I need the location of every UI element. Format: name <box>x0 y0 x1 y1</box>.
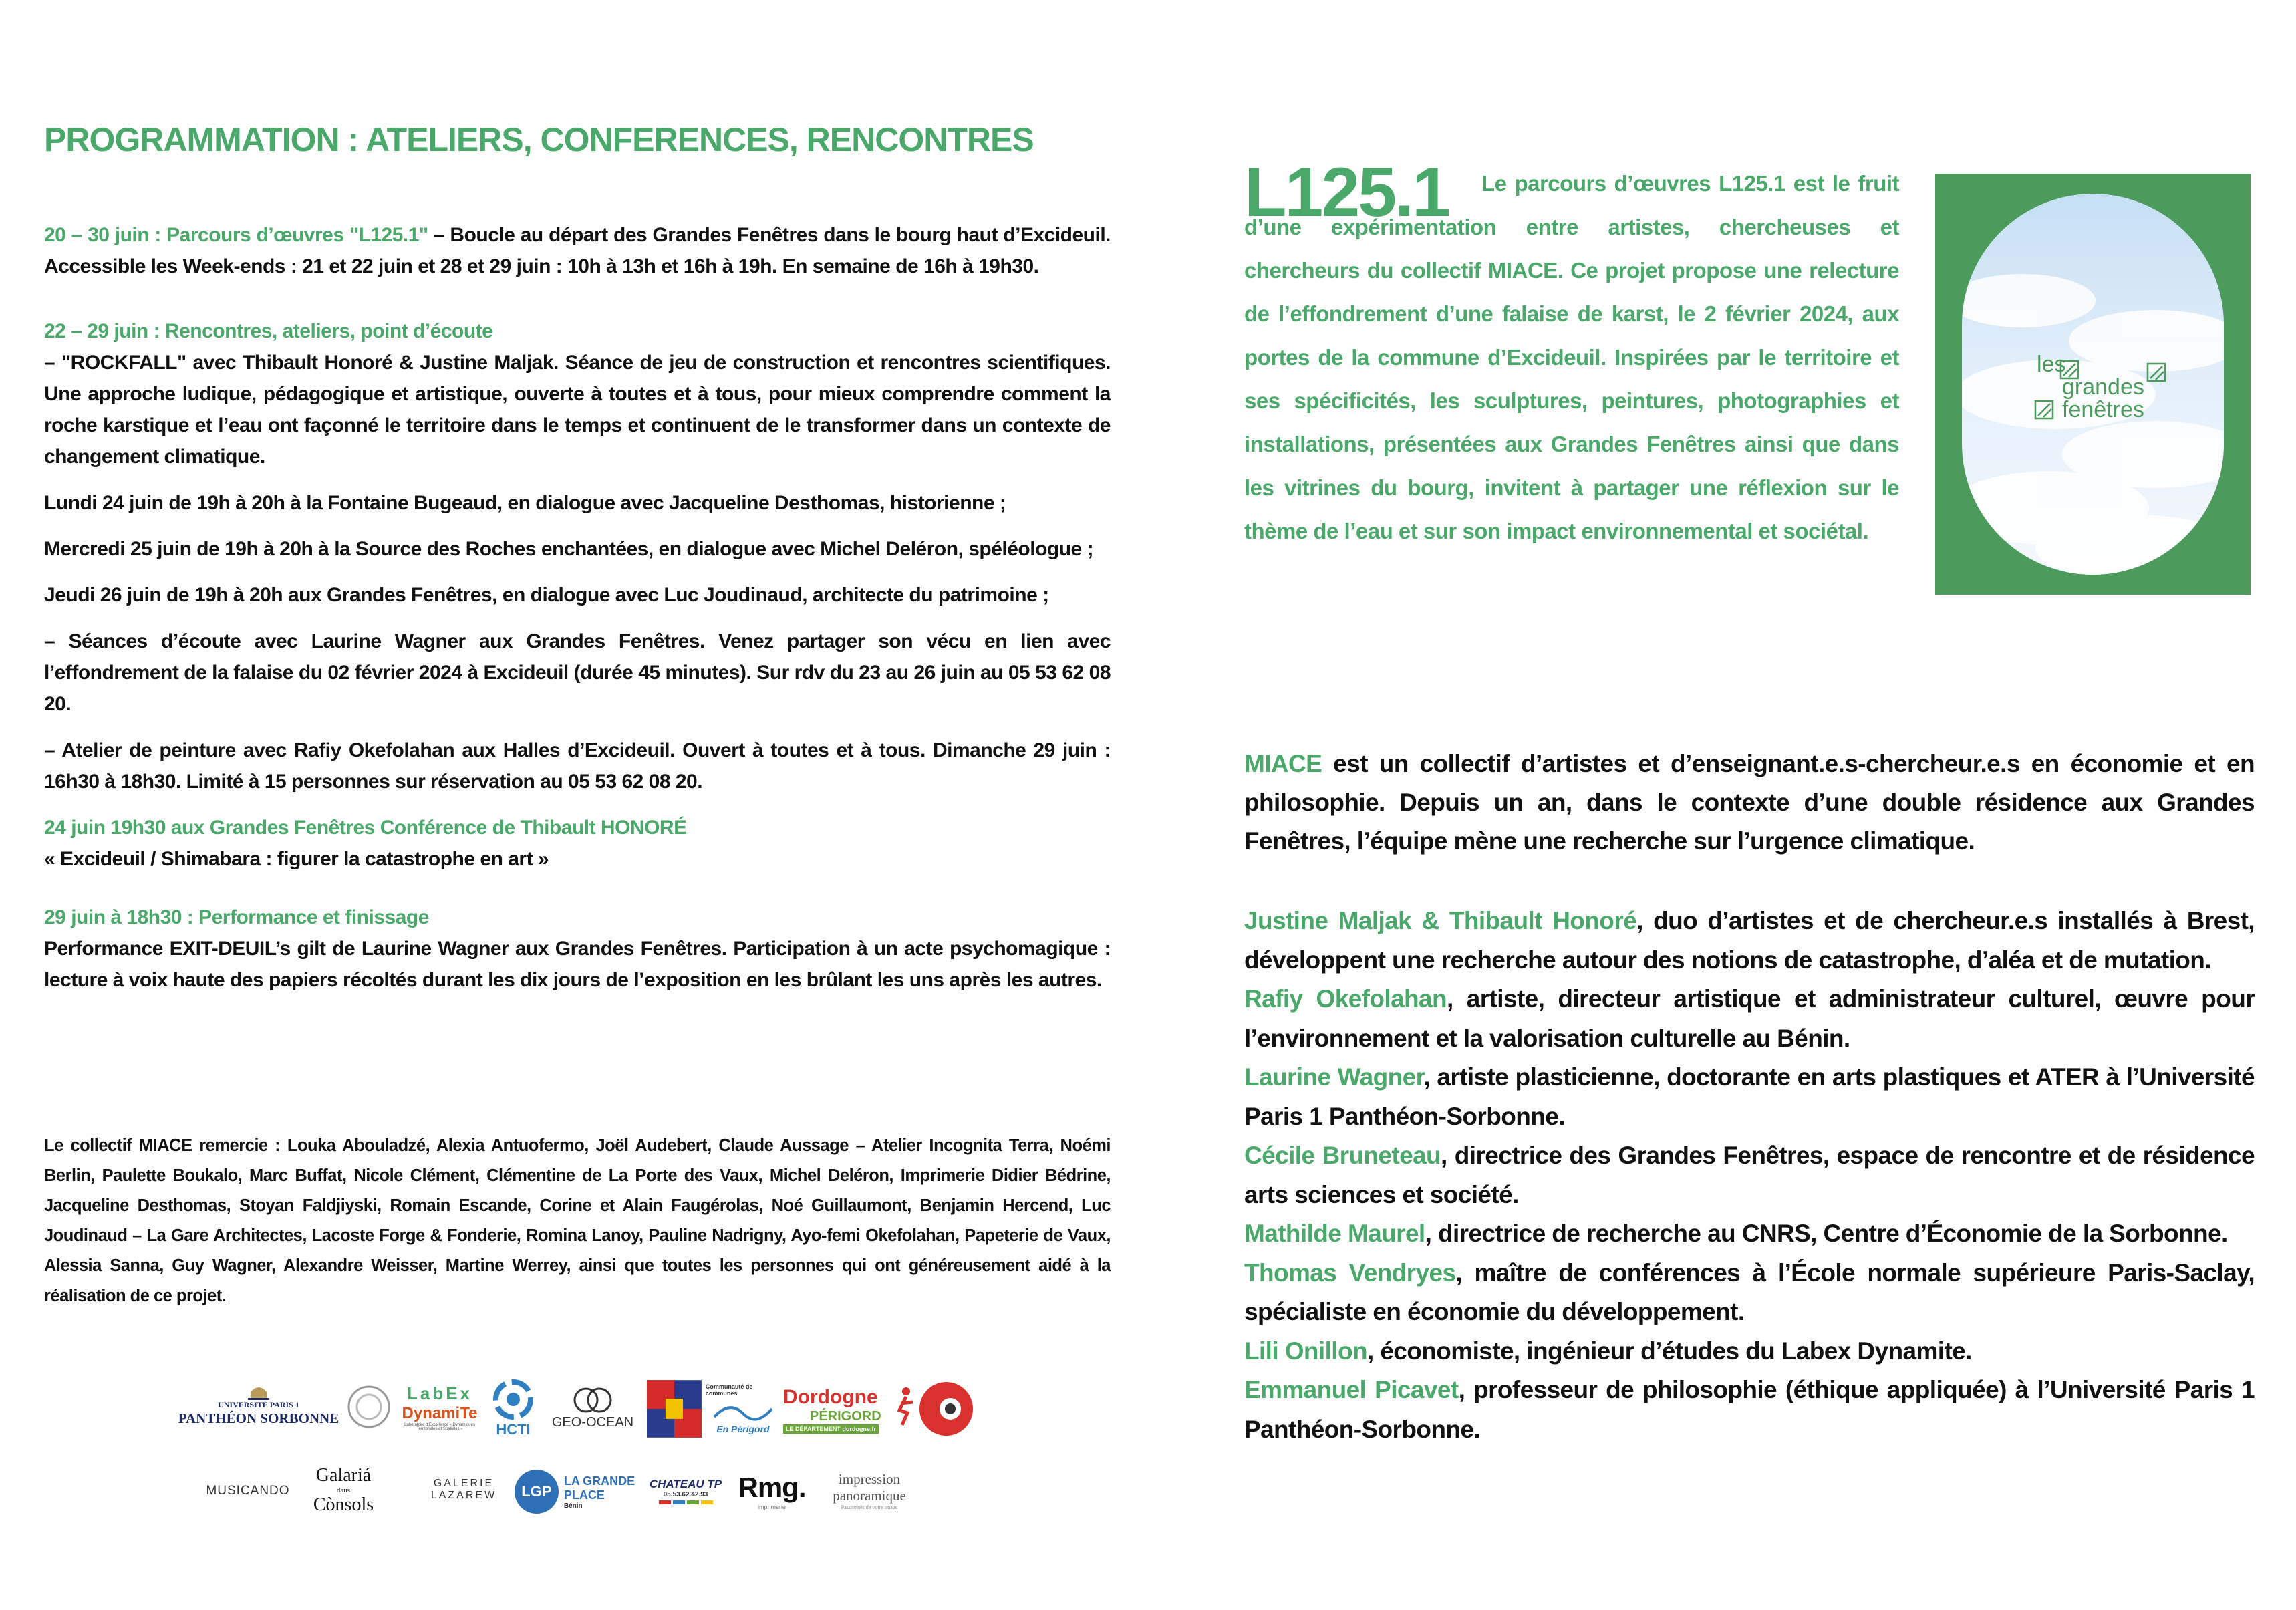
chateau-text: CHATEAU TP <box>649 1478 722 1490</box>
sky-window-image <box>1935 174 2251 595</box>
member-name: Thomas Vendryes <box>1244 1258 1456 1287</box>
labex-sub-text: Laboratoire d’Excellence « Dynamiques Territoriales et Spatiales » <box>404 1422 475 1431</box>
rmg-sub-text: imprimerie <box>757 1504 786 1510</box>
member-name: Justine Maljak & Thibault Honoré <box>1244 907 1637 934</box>
mercredi-paragraph: Mercredi 25 juin de 19h à 20h à la Source des Roches enchantées, en dialogue avec Michel Deléron, spéléologue ; <box>44 538 1094 560</box>
galerie-lazarew-logo <box>424 1468 504 1512</box>
parcours-paragraph <box>44 219 1111 282</box>
title-indent <box>1244 184 1481 191</box>
coat-of-arms-icon <box>647 1378 702 1440</box>
member-name: Laurine Wagner <box>1244 1063 1424 1091</box>
musicando-text: MUSICANDO <box>206 1484 290 1498</box>
chateau-phone-text: 05.53.62.42.93 <box>663 1491 708 1498</box>
rockfall-paragraph: – "ROCKFALL" avec Thibault Honoré & Justine Maljak. Séance de jeu de construction et rencontres scientifiques. Une approche ludique, pédagogique et artistique, ouverte à toutes et à tous, pour mieux comprendre comment la roche karstique et l’eau ont façonné le territoire dans le temps et continuent de le transformer dans un contexte de changement climatique. <box>44 352 1111 468</box>
red-circle-logo <box>918 1381 974 1437</box>
dordogne-perigord-logo <box>783 1381 894 1438</box>
rmg-logo <box>728 1468 815 1514</box>
l125-title: L125.1 <box>1244 154 1449 231</box>
pantheon-text: PANTHÉON SORBONNE <box>178 1410 339 1426</box>
hcti-logo <box>486 1375 540 1441</box>
impression-panoramique-logo <box>819 1462 919 1518</box>
member-item <box>1244 1214 2255 1254</box>
comcom-bottom-text: En Périgord <box>716 1424 770 1434</box>
member-item <box>1244 1254 2255 1332</box>
pantheon-dome-icon <box>245 1383 272 1400</box>
member-item <box>1244 980 2255 1058</box>
hcti-spiral-icon <box>492 1378 535 1421</box>
member-name: Mathilde Maurel <box>1244 1220 1425 1247</box>
consols-text: Cònsols <box>313 1494 374 1515</box>
member-name: Emmanuel Picavet <box>1244 1376 1459 1403</box>
dordogne-runner-icon <box>893 1386 917 1426</box>
l125-text: Le parcours d’œuvres L125.1 est le fruit d’une expérimentation entre artistes, chercheuses et chercheurs du collectif MIACE. Ce projet propose une relecture de l’effondrement d’une falaise de karst, le 2 février 2024, aux portes de la commune d’Excideuil. Inspirées par le territoire et ses spécificités, les sculptures, peintures, photographies et installations, présentées aux Grandes Fenêtres ainsi que dans les vitrines du bourg, invitent à partager une réflexion sur le thème de l’eau et sur son impact environnemental et sociétal. <box>1244 171 1899 543</box>
jeudi-paragraph: Jeudi 26 juin de 19h à 20h aux Grandes Fenêtres, en dialogue avec Luc Joudinaud, architecte du patrimoine ; <box>44 584 1049 606</box>
communaute-communes-logo <box>647 1375 780 1442</box>
geo-ocean-text: GEO-OCEAN <box>551 1414 634 1430</box>
member-desc: , professeur de philosophie (éthique appliquée) à l’Université Paris 1 Panthéon-Sorbonne. <box>1244 1376 2255 1443</box>
ecoute-paragraph: – Séances d’écoute avec Laurine Wagner aux Grandes Fenêtres. Venez partager son vécu en lien avec l’effondrement de la falaise du 02 février 2024 à Excideuil (durée 45 minutes). Sur rdv du 23 au 26 juin au 05 53 62 08 20. <box>44 630 1111 715</box>
member-item <box>1244 1136 2255 1214</box>
parcours-heading: 20 – 30 juin : Parcours d’œuvres "L125.1" <box>44 224 428 246</box>
performance-heading: 29 juin à 18h30 : Performance et finissage <box>44 906 429 928</box>
labex-globe-icon <box>345 1383 392 1430</box>
member-desc: , maître de conférences à l’École normale supérieure Paris-Saclay, spécialiste en économie du développement. <box>1244 1258 2255 1325</box>
member-item <box>1244 902 2255 980</box>
lgp-line2-text: PLACE <box>563 1488 605 1502</box>
geo-ocean-logo <box>543 1381 643 1434</box>
member-desc: , directrice de recherche au CNRS, Centre d’Économie de la Sorbonne. <box>1425 1220 2228 1247</box>
member-item <box>1244 1371 2255 1449</box>
labex-dynamite-logo <box>344 1377 484 1437</box>
rencontres-heading: 22 – 29 juin : Rencontres, ateliers, point d’écoute <box>44 320 493 342</box>
lgf-line2: grandes <box>2062 374 2144 400</box>
atelier-paragraph: – Atelier de peinture avec Rafiy Okefolahan aux Halles d’Excideuil. Ouvert à toutes et à tous. Dimanche 29 juin : 16h30 à 18h30. Limité à 15 personnes sur réservation au 05 53 62 08 20. <box>44 739 1111 793</box>
lgp-line1-text: LA GRANDE <box>563 1474 635 1488</box>
programme-section <box>44 120 1111 996</box>
l125-description <box>1244 162 1899 553</box>
performance-paragraph: Performance EXIT-DEUIL’s gilt de Laurine Wagner aux Grandes Fenêtres. Participation à un acte psychomagique : lecture à voix haute des papiers récoltés durant les dix jours de l’exposition en les brûlant les uns après les autres. <box>44 938 1111 991</box>
member-name: Cécile Bruneteau <box>1244 1142 1441 1169</box>
rmg-text: Rmg. <box>738 1472 806 1503</box>
conference-title: « Excideuil / Shimabara : figurer la catastrophe en art » <box>44 848 549 870</box>
panoramique-text: panoramique <box>833 1487 906 1504</box>
thanks-paragraph: Le collectif MIACE remercie : Louka Abouladzé, Alexia Antuofermo, Joël Audebert, Claude Aussage – Atelier Incognita Terra, Noémi Berlin, Paulette Boukalo, Marc Buffat, Nicole Clément, Clémentine de La Porte des Vaux, Michel Deléron, Imprimerie Didier Bédrine, Jacqueline Desthomas, Stoyan Faldjiyski, Romain Escande, Corine et Alain Faugérolas, Noé Guillaumont, Benjamin Hercend, Luc Joudinaud – La Gare Architectes, Lacoste Forge & Fonderie, Romina Lanoy, Pauline Nadrigny, Ayo-femi Okefolahan, Papeterie de Vaux, Alessia Sanna, Guy Wagner, Alexandre Weisser, Martine Werrey, ainsi que toutes les personnes qui ont généreusement aidé à la réalisation de ce projet. <box>44 1136 1111 1305</box>
lgp-mark-text: LGP <box>521 1483 552 1500</box>
member-name: Lili Onillon <box>1244 1337 1367 1365</box>
hcti-text: HCTI <box>496 1421 531 1438</box>
departement-text: LE DÉPARTEMENT dordogne.fr <box>783 1424 879 1434</box>
member-desc: , artiste, directeur artistique et administrateur culturel, œuvre pour l’environnement et la valorisation culturelle au Bénin. <box>1244 985 2255 1052</box>
miace-text: est un collectif d’artistes et d’enseignant.e.s-chercheur.e.s en économie et en philosophie. Depuis un an, dans le contexte d’une double résidence aux Grandes Fenêtres, l’équipe mène une recherche sur l’urgence climatique. <box>1244 750 2255 855</box>
member-desc: , directrice des Grandes Fenêtres, espace de rencontre et de résidence arts sciences et société. <box>1244 1142 2255 1208</box>
geo-ocean-icon <box>573 1385 613 1415</box>
dau-text: daus <box>336 1486 351 1494</box>
impression-text: impression <box>838 1470 901 1487</box>
lazarew-text: LAZAREW <box>430 1490 497 1501</box>
member-item <box>1244 1332 2255 1371</box>
members-list <box>1244 902 2255 1449</box>
wave-icon <box>713 1397 773 1424</box>
galaria-text: Galariá <box>315 1465 372 1486</box>
miace-paragraph <box>1244 745 2255 861</box>
red-badge-icon <box>918 1381 974 1437</box>
lundi-paragraph: Lundi 24 juin de 19h à 20h à la Fontaine Bugeaud, en dialogue avec Jacqueline Desthomas, historienne ; <box>44 492 1006 514</box>
member-desc: , artiste plasticienne, doctorante en arts plastiques et ATER à l’Université Paris 1 Panthéon-Sorbonne. <box>1244 1063 2255 1130</box>
member-desc: , duo d’artistes et de chercheur.e.s installés à Brest, développent une recherche autour des notions de catastrophe, d’aléa et de mutation. <box>1244 907 2255 974</box>
lgp-line3-text: Bénin <box>563 1502 583 1510</box>
member-desc: , économiste, ingénieur d’études du Labex Dynamite. <box>1367 1337 1972 1365</box>
musicando-logo <box>204 1474 291 1508</box>
comcom-top-text: Communauté de communes <box>705 1383 753 1397</box>
parcours-text: – Boucle au départ des Grandes Fenêtres dans le bourg haut d’Excideuil. Accessible les Week-ends : 21 et 22 juin et 28 et 29 juin : 10h à 13h et 16h à 19h. En semaine de 16h à 19h30. <box>44 224 1111 277</box>
pantheon-sorbonne-logo <box>175 1378 342 1432</box>
la-grande-place-logo <box>508 1465 641 1518</box>
conference-heading: 24 juin 19h30 aux Grandes Fenêtres Conférence de Thibault HONORÉ <box>44 817 687 839</box>
programme-title: PROGRAMMATION : ATELIERS, CONFERENCES, RENCONTRES <box>44 121 1034 158</box>
lgp-circle-icon <box>515 1470 559 1514</box>
impression-sub-text: Passionnés de votre image <box>841 1504 898 1510</box>
dynamite-text: DynamiTe <box>402 1403 478 1422</box>
galerie-text: GALERIE <box>433 1478 494 1489</box>
member-name: Rafiy Okefolahan <box>1244 985 1447 1013</box>
perigord-text: PÉRIGORD <box>810 1408 881 1424</box>
les-grandes-fenetres-image <box>1935 174 2251 595</box>
chateau-tp-logo <box>644 1468 727 1514</box>
lgf-line1: les <box>2037 352 2066 377</box>
pantheon-top-text: UNIVERSITÉ PARIS 1 <box>218 1400 299 1410</box>
member-item <box>1244 1058 2255 1136</box>
dordogne-text: Dordogne <box>783 1385 878 1408</box>
galaria-logo <box>303 1457 384 1524</box>
miace-name: MIACE <box>1244 750 1322 777</box>
lgf-line3: fenêtres <box>2062 397 2144 422</box>
labex-text: LabEx <box>406 1383 473 1403</box>
